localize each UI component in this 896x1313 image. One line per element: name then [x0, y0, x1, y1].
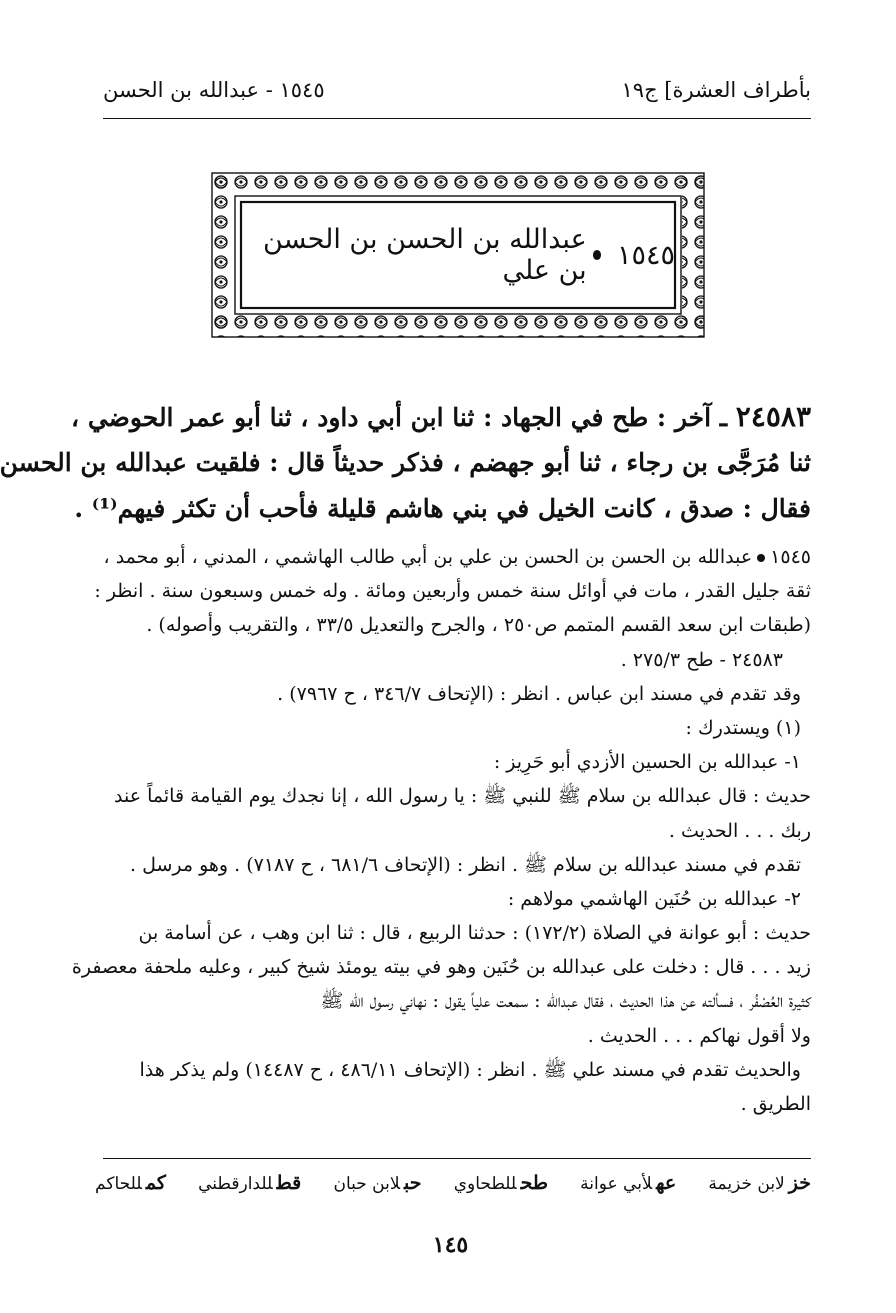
hadith-line-3: فقال : صدق ، كانت الخيل في بني هاشم قليلة فأحب أن تكثر فيهم⁽¹⁾ . — [74, 494, 811, 523]
note-line: ١٥٤٥عبدالله بن الحسن بن الحسن بن علي بن أبي طالب الهاشمي ، المدني ، أبو محمد ، — [103, 546, 811, 568]
note-line: ١- عبدالله بن الحسين الأزدي أبو حَرِيز : — [493, 751, 801, 774]
note-line: ولا أقول نهاكم . . . الحديث . — [587, 1024, 811, 1047]
note-line: كثيرة العُصْفُر ، فسألته عن هذا الحديث ، فقال عبدالله : سمعت علياً يقول : نهاني رسول الله ﷺ — [320, 990, 811, 1013]
running-header-left: ١٥٤٥ - عبدالله بن الحسن — [103, 78, 325, 102]
hadith-number: ٢٤٥٨٣ — [735, 400, 811, 433]
note-line: ٢- عبدالله بن حُنَين الهاشمي مولاهم : — [507, 887, 801, 910]
abbreviation-item: خزلابن خزيمة — [708, 1172, 811, 1194]
page-number: ١٤٥ — [432, 1232, 469, 1258]
note-line: حديث : أبو عوانة في الصلاة (١٧٢/٢) : حدثنا الربيع ، قال : ثنا ابن وهب ، عن أسامة بن — [138, 922, 811, 945]
header-rule — [103, 118, 811, 119]
note-line: والحديث تقدم في مسند علي ﷺ . انظر : (الإتحاف ٤٨٦/١١ ، ح ١٤٤٨٧) ولم يذكر هذا — [139, 1058, 801, 1081]
abbreviation-item: قطللدارقطني — [198, 1172, 302, 1194]
note-line: الطريق . — [740, 1093, 811, 1115]
note-line: ثقة جليل القدر ، مات في أوائل سنة خمس وأربعين ومائة . وله خمس وسبعون سنة . انظر : — [94, 580, 811, 603]
note-line: زيد . . . قال : دخلت على عبدالله بن حُنَين وهو في بيته يومئذ شيخ كبير ، وعليه ملحفة معصفرة — [71, 956, 811, 979]
running-header — [103, 62, 811, 102]
hadith-line-2: ثنا مُرَجَّى بن رجاء ، ثنا أبو جهضم ، فذكر حديثاً قال : فلقيت عبدالله بن الحسن — [0, 448, 811, 477]
note-line: حديث : قال عبدالله بن سلام ﷺ للنبي ﷺ : يا رسول الله ، إنا نجدك يوم القيامة قائماً عند — [114, 785, 811, 808]
abbreviation-item: كمللحاكم — [95, 1172, 166, 1194]
note-entry-number: ١٥٤٥ — [770, 546, 811, 568]
entry-number: ١٥٤٥ — [616, 239, 675, 271]
abbreviation-item: طحللطحاوي — [453, 1172, 548, 1194]
footnotes — [71, 540, 811, 1121]
hadith-line-1: ٢٤٥٨٣ ـ آخر : طح في الجهاد : ثنا ابن أبي داود ، ثنا أبو عمر الحوضي ، — [71, 400, 811, 433]
hadith-text — [0, 394, 811, 532]
note-line: تقدم في مسند عبدالله بن سلام ﷺ . انظر : (الإتحاف ٦٨١/٦ ، ح ٧١٨٧) . وهو مرسل . — [130, 853, 801, 876]
bullet-icon — [757, 554, 765, 562]
entry-name: عبدالله بن الحسن بن الحسن بن علي — [263, 224, 587, 286]
abbreviation-item: عهلأبي عوانة — [580, 1172, 677, 1194]
abbreviation-key — [95, 1172, 811, 1194]
note-line: وقد تقدم في مسند ابن عباس . انظر : (الإتحاف ٣٤٦/٧ ، ح ٧٩٦٧) . — [277, 682, 801, 705]
entry-title — [241, 205, 675, 305]
bullet-icon — [593, 250, 601, 260]
footer-rule — [103, 1158, 811, 1159]
note-line: (١) ويستدرك : — [685, 716, 801, 739]
note-line: ربك . . . الحديث . — [668, 819, 811, 842]
abbreviation-item: حبلابن حبان — [333, 1172, 422, 1194]
note-line: (طبقات ابن سعد القسم المتمم ص٢٥٠ ، والجرح والتعديل ٣٣/٥ ، والتقريب وأصوله) . — [146, 614, 811, 637]
note-line: ٢٤٥٨٣ - طح ٢٧٥/٣ . — [620, 648, 783, 671]
running-header-right: بأطراف العشرة] ج١٩ — [621, 78, 811, 102]
